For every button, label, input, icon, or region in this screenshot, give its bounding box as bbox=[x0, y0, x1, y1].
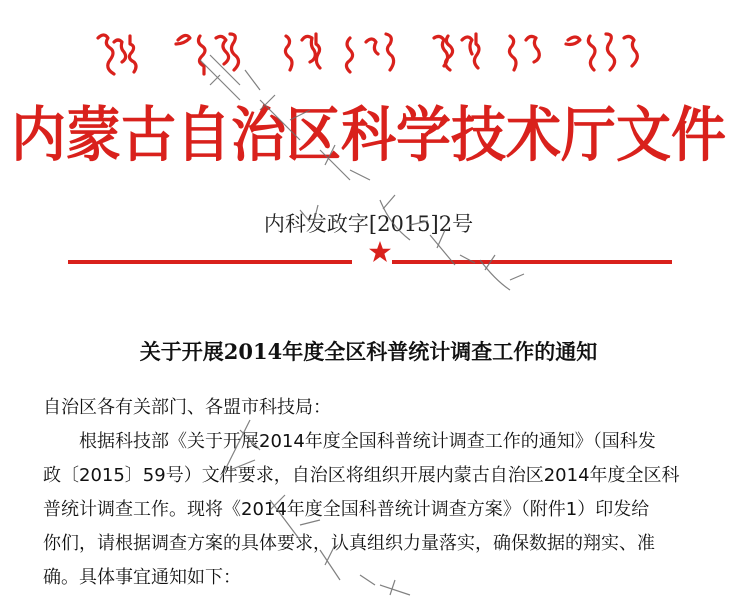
salutation: 自治区各有关部门、各盟市科技局： bbox=[43, 397, 331, 418]
notice-body bbox=[43, 391, 723, 595]
mongolian-script-header bbox=[90, 28, 650, 80]
body-line: 普统计调查工作。现将《2014年度全国科普统计调查方案》（附件1）印发给 bbox=[43, 499, 650, 520]
body-line: 政〔2015〕59号）文件要求，自治区将组织开展内蒙古自治区2014年度全区科 bbox=[43, 465, 680, 486]
notice-title: 关于开展2014年度全区科普统计调查工作的通知 bbox=[139, 339, 598, 364]
body-line: 确。具体事宜通知如下： bbox=[43, 567, 241, 588]
agency-name: 内蒙古自治区科学技术厅文件 bbox=[10, 99, 726, 170]
document-number: 内科发政字[2015]2号 bbox=[263, 212, 474, 236]
star-icon bbox=[368, 240, 392, 264]
body-line: 你们，请根据调查方案的具体要求，认真组织力量落实，确保数据的翔实、准 bbox=[43, 533, 655, 554]
body-line: 根据科技部《关于开展2014年度全国科普统计调查工作的通知》（国科发 bbox=[79, 431, 656, 452]
